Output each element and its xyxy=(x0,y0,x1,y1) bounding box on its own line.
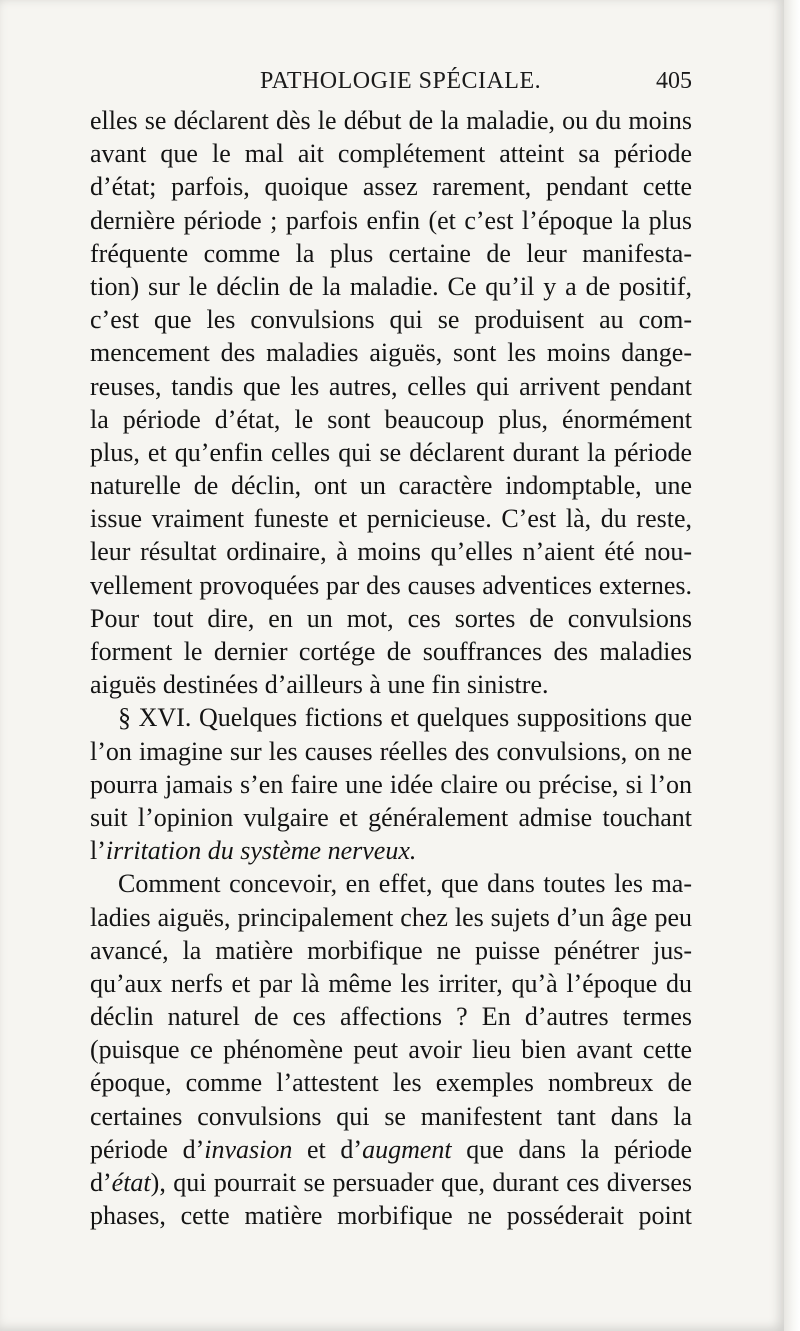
paragraph-end-line xyxy=(90,834,692,867)
paragraph-end-line: aiguës destinées d’ailleurs à une fin sinistre. xyxy=(90,670,549,700)
text-line: l’on imagine sur les causes réelles des convulsions, on ne xyxy=(90,736,692,766)
text-line: d’état; parfois, quoique assez rarement, pendant cette xyxy=(90,172,692,202)
text-line: époque, comme l’attestent les exemples nombreux de xyxy=(90,1068,692,1098)
text-line: leur résultat ordinaire, à moins qu’elles n’aient été nou- xyxy=(90,537,692,567)
text-line: la période d’état, le sont beaucoup plus, énormément xyxy=(90,404,692,434)
text-line: avant que le mal ait complétement atteint sa période xyxy=(90,139,692,169)
text-line: qu’aux nerfs et par là même les irriter, qu’à l’époque du xyxy=(90,968,692,998)
text-part: d’ xyxy=(340,1134,363,1164)
italic-term: état xyxy=(111,1168,151,1197)
text-line: fréquente comme la plus certaine de leur manifesta- xyxy=(90,238,692,268)
italic-phrase: irritation du système nerveux. xyxy=(105,836,417,866)
text-line: mencement des maladies aiguës, sont les moins dange- xyxy=(90,338,692,368)
paragraph-start-line: Comment concevoir, en effet, que dans toutes les ma- xyxy=(118,869,692,899)
text-line: déclin naturel de ces affections ? En d’autres termes xyxy=(90,1002,692,1032)
text-line: avancé, la matière morbifique ne puisse pénétrer jus- xyxy=(90,935,692,965)
text-line: ladies aiguës, principalement chez les sujets d’un âge peu xyxy=(90,902,692,932)
text-part: et xyxy=(292,1134,341,1164)
text-line xyxy=(90,1133,692,1166)
text-line: dernière période ; parfois enfin (et c’est l’époque la plus xyxy=(90,205,692,235)
text-part: d’ xyxy=(182,1134,205,1164)
text-line: plus, et qu’enfin celles qui se déclarent durant la période xyxy=(90,437,692,467)
text-line: tion) sur le déclin de la maladie. Ce qu’il y a de positif, xyxy=(90,271,692,301)
text-line: issue vraiment funeste et pernicieuse. C’est là, du reste, xyxy=(90,504,692,534)
text-line: reuses, tandis que les autres, celles qui arrivent pendant xyxy=(90,371,692,401)
page-body xyxy=(90,104,692,1232)
text-line: Pour tout dire, en un mot, ces sortes de convulsions xyxy=(90,603,692,633)
text-line: certaines convulsions qui se manifestent tant dans la xyxy=(90,1101,692,1131)
text-part: que dans la période xyxy=(451,1134,693,1164)
text-line: (puisque ce phénomène peut avoir lieu bien avant cette xyxy=(90,1035,692,1065)
text-part: période xyxy=(90,1134,183,1164)
page-number: 405 xyxy=(656,68,692,94)
text-line: pourra jamais s’en faire une idée claire ou précise, si l’on xyxy=(90,769,692,799)
line-prefix: l’ xyxy=(90,836,106,866)
text-line: c’est que les convulsions qui se produisent au com- xyxy=(90,305,692,335)
text-part: ), qui pourrait se persuader que, durant ces diverses xyxy=(150,1168,692,1197)
page-edge xyxy=(784,0,800,1331)
text-part: d’ xyxy=(90,1168,112,1197)
text-line: phases, cette matière morbifique ne posséderait point xyxy=(90,1201,692,1231)
section-heading-line: § XVI. Quelques fictions et quelques suppositions que xyxy=(118,703,692,733)
text-line: naturelle de déclin, ont un caractère indomptable, une xyxy=(90,471,692,501)
text-line: suit l’opinion vulgaire et généralement admise touchant xyxy=(90,802,692,832)
italic-term: invasion xyxy=(204,1134,293,1164)
text-line xyxy=(90,1166,692,1199)
text-line: vellement provoquées par des causes adventices externes. xyxy=(90,570,692,600)
text-line: elles se déclarent dès le début de la maladie, ou du moins xyxy=(90,106,692,135)
page-header xyxy=(90,68,692,104)
running-title: PATHOLOGIE SPÉCIALE. xyxy=(260,68,542,94)
italic-term: augment xyxy=(362,1134,452,1164)
text-line: forment le dernier cortége de souffrances des maladies xyxy=(90,637,692,666)
